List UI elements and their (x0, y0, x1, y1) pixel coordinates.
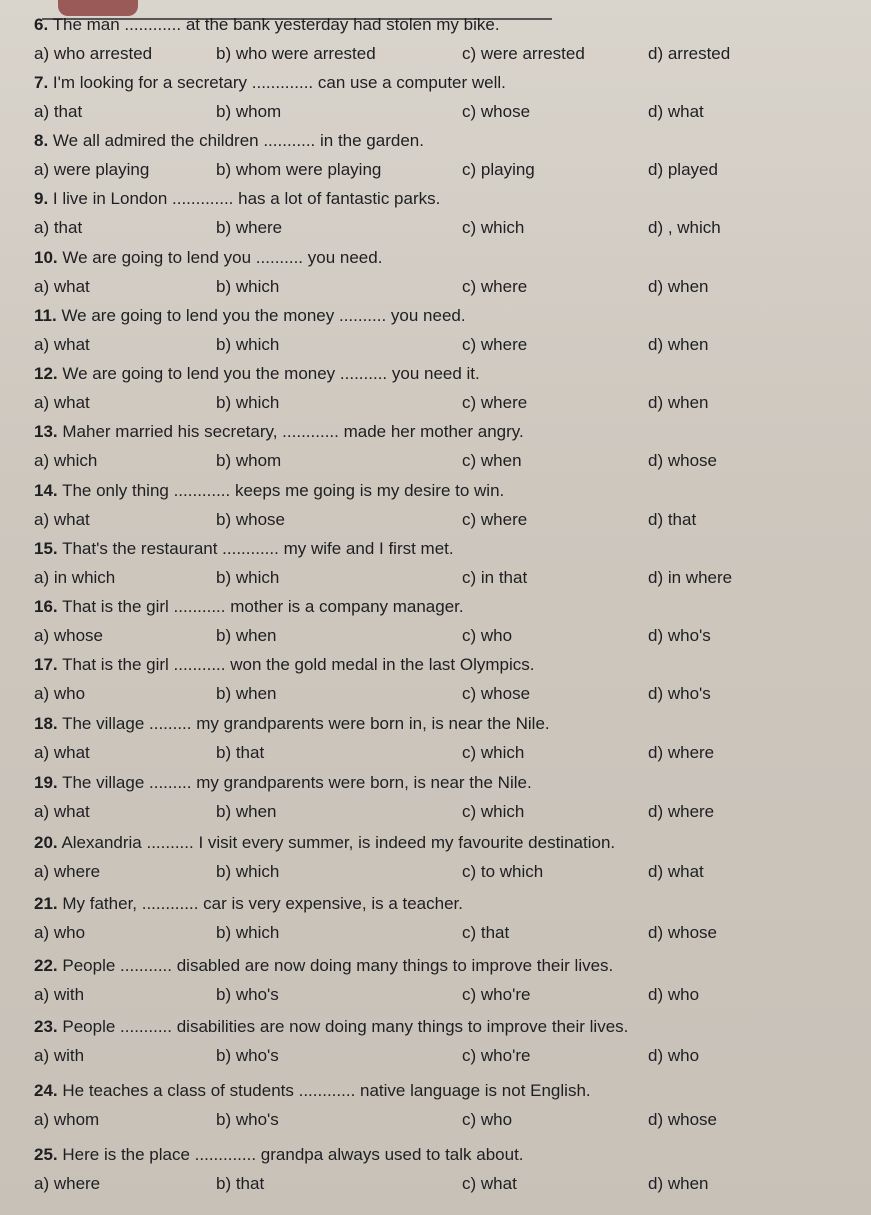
question-23 (0, 1016, 871, 1074)
option-b[interactable]: b) that (216, 1174, 265, 1193)
question-stem (34, 1016, 628, 1038)
option-c[interactable]: c) which (462, 218, 525, 237)
option-c[interactable]: c) to which (462, 862, 544, 881)
option-d[interactable]: d) whose (648, 1110, 717, 1129)
question-number: 24. (34, 1081, 58, 1100)
option-a[interactable]: a) who arrested (34, 44, 153, 63)
question-number: 14. (34, 481, 58, 500)
question-number: 20. (34, 833, 58, 852)
question-25 (0, 1144, 871, 1202)
option-c[interactable]: c) where (462, 510, 528, 529)
question-12 (0, 363, 871, 421)
option-c[interactable]: c) where (462, 277, 528, 296)
option-a[interactable]: a) that (34, 218, 83, 237)
option-b[interactable]: b) which (216, 862, 280, 881)
option-d[interactable]: d) whose (648, 451, 717, 470)
option-a[interactable]: a) whom (34, 1110, 100, 1129)
option-b[interactable]: b) who's (216, 1110, 279, 1129)
question-22 (0, 955, 871, 1013)
question-number: 6. (34, 15, 49, 34)
question-text: That's the restaurant ............ my wife and I first met. (62, 539, 454, 558)
question-21 (0, 893, 871, 951)
option-d[interactable]: d) where (648, 802, 715, 821)
question-number: 23. (34, 1017, 58, 1036)
question-24 (0, 1080, 871, 1138)
option-a[interactable]: a) that (34, 102, 83, 121)
option-b[interactable]: b) where (216, 218, 283, 237)
question-text: I'm looking for a secretary ............. can use a computer well. (52, 73, 506, 92)
option-a[interactable]: a) were playing (34, 160, 150, 179)
option-c[interactable]: c) when (462, 451, 522, 470)
question-13 (0, 421, 871, 479)
option-c[interactable]: c) who (462, 1110, 513, 1129)
question-stem (34, 713, 550, 735)
question-number: 18. (34, 714, 58, 733)
question-6 (0, 14, 871, 72)
option-b[interactable]: b) who's (216, 985, 279, 1004)
option-c[interactable]: c) where (462, 335, 528, 354)
option-c[interactable]: c) were arrested (462, 44, 585, 63)
question-text: He teaches a class of students ............ native language is not English. (62, 1081, 591, 1100)
option-d[interactable]: d) arrested (648, 44, 731, 63)
question-text: That is the girl ........... won the gold medal in the last Olympics. (62, 655, 535, 674)
question-number: 9. (34, 189, 49, 208)
question-text: We are going to lend you the money .......... you need. (61, 306, 466, 325)
question-number: 10. (34, 248, 58, 267)
option-d[interactable]: d) played (648, 160, 718, 179)
option-a[interactable]: a) in which (34, 568, 116, 587)
question-stem (34, 421, 524, 443)
question-14 (0, 480, 871, 538)
option-c[interactable]: c) who (462, 626, 513, 645)
question-text: My father, ............ car is very expensive, is a teacher. (62, 894, 463, 913)
question-stem (34, 480, 504, 502)
question-text: The man ............ at the bank yesterday had stolen my bike. (52, 15, 500, 34)
question-number: 11. (34, 306, 57, 325)
option-a[interactable]: a) what (34, 743, 90, 762)
question-stem (34, 363, 480, 385)
question-9 (0, 188, 871, 246)
option-c[interactable]: c) that (462, 923, 510, 942)
option-d[interactable]: d) in where (648, 568, 733, 587)
question-stem (34, 955, 613, 977)
question-15 (0, 538, 871, 596)
question-10 (0, 247, 871, 305)
option-b[interactable]: b) whose (216, 510, 285, 529)
question-11 (0, 305, 871, 363)
option-c[interactable]: c) who're (462, 1046, 531, 1065)
question-text: We are going to lend you the money .......... you need it. (62, 364, 480, 383)
question-number: 19. (34, 773, 58, 792)
question-text: We all admired the children ........... in the garden. (52, 131, 424, 150)
question-text: That is the girl ........... mother is a company manager. (62, 597, 464, 616)
option-b[interactable]: b) which (216, 277, 280, 296)
question-number: 15. (34, 539, 58, 558)
option-b[interactable]: b) which (216, 923, 280, 942)
question-stem (34, 596, 464, 618)
option-c[interactable]: c) what (462, 1174, 517, 1193)
question-8 (0, 130, 871, 188)
option-b[interactable]: b) when (216, 684, 277, 703)
question-stem (34, 832, 615, 854)
option-b[interactable]: b) whom were playing (216, 160, 382, 179)
option-d[interactable]: d) when (648, 393, 709, 412)
question-19 (0, 772, 871, 830)
option-c[interactable]: c) whose (462, 102, 531, 121)
question-7 (0, 72, 871, 130)
question-number: 22. (34, 956, 58, 975)
option-c[interactable]: c) where (462, 393, 528, 412)
option-a[interactable]: a) where (34, 862, 101, 881)
question-stem (34, 772, 532, 794)
question-18 (0, 713, 871, 771)
question-stem (34, 72, 506, 94)
option-c[interactable]: c) whose (462, 684, 531, 703)
question-number: 25. (34, 1145, 58, 1164)
option-b[interactable]: b) who were arrested (216, 44, 376, 63)
question-17 (0, 654, 871, 712)
option-d[interactable]: d) when (648, 1174, 709, 1193)
option-d[interactable]: d) where (648, 743, 715, 762)
option-d[interactable]: d) when (648, 277, 709, 296)
question-number: 17. (34, 655, 58, 674)
option-d[interactable]: d) whose (648, 923, 717, 942)
option-b[interactable]: b) when (216, 802, 277, 821)
question-number: 7. (34, 73, 49, 92)
option-d[interactable]: d) that (648, 510, 697, 529)
question-20 (0, 832, 871, 890)
option-b[interactable]: b) which (216, 335, 280, 354)
option-d[interactable]: d) what (648, 102, 704, 121)
option-d[interactable]: d) who's (648, 684, 711, 703)
option-a[interactable]: a) with (34, 1046, 85, 1065)
option-a[interactable]: a) what (34, 510, 90, 529)
option-a[interactable]: a) what (34, 802, 90, 821)
option-b[interactable]: b) whom (216, 451, 282, 470)
question-text: The village ......... my grandparents were born in, is near the Nile. (62, 714, 550, 733)
question-number: 21. (34, 894, 58, 913)
question-number: 16. (34, 597, 58, 616)
option-c[interactable]: c) playing (462, 160, 535, 179)
question-stem (34, 1080, 591, 1102)
question-text: Here is the place ............. grandpa always used to talk about. (62, 1145, 524, 1164)
question-text: The only thing ............ keeps me going is my desire to win. (62, 481, 505, 500)
option-d[interactable]: d) what (648, 862, 704, 881)
question-stem (34, 188, 440, 210)
question-text: People ........... disabled are now doing many things to improve their lives. (62, 956, 614, 975)
question-stem (34, 538, 454, 560)
option-a[interactable]: a) what (34, 335, 90, 354)
option-d[interactable]: d) who (648, 1046, 700, 1065)
question-text: People ........... disabilities are now doing many things to improve their lives. (62, 1017, 629, 1036)
option-a[interactable]: a) what (34, 393, 90, 412)
option-c[interactable]: c) which (462, 802, 525, 821)
option-d[interactable]: d) who's (648, 626, 711, 645)
option-b[interactable]: b) which (216, 568, 280, 587)
option-a[interactable]: a) where (34, 1174, 101, 1193)
question-stem (34, 14, 500, 36)
option-b[interactable]: b) whom (216, 102, 282, 121)
question-number: 8. (34, 131, 49, 150)
question-text: Maher married his secretary, ............ made her mother angry. (62, 422, 524, 441)
question-text: The village ......... my grandparents were born, is near the Nile. (62, 773, 532, 792)
option-a[interactable]: a) who (34, 923, 86, 942)
option-b[interactable]: b) that (216, 743, 265, 762)
option-b[interactable]: b) who's (216, 1046, 279, 1065)
option-b[interactable]: b) when (216, 626, 277, 645)
option-d[interactable]: d) when (648, 335, 709, 354)
option-c[interactable]: c) in that (462, 568, 528, 587)
option-a[interactable]: a) which (34, 451, 98, 470)
question-number: 13. (34, 422, 58, 441)
option-a[interactable]: a) what (34, 277, 90, 296)
question-16 (0, 596, 871, 654)
option-a[interactable]: a) whose (34, 626, 103, 645)
option-c[interactable]: c) who're (462, 985, 531, 1004)
option-a[interactable]: a) who (34, 684, 86, 703)
option-a[interactable]: a) with (34, 985, 85, 1004)
option-d[interactable]: d) , which (648, 218, 721, 237)
question-stem (34, 305, 466, 327)
question-stem (34, 1144, 524, 1166)
option-b[interactable]: b) which (216, 393, 280, 412)
question-text: Alexandria .......... I visit every summer, is indeed my favourite destination. (61, 833, 616, 852)
question-text: We are going to lend you .......... you need. (62, 248, 383, 267)
question-stem (34, 247, 382, 269)
option-d[interactable]: d) who (648, 985, 700, 1004)
question-stem (34, 893, 463, 915)
question-stem (34, 654, 535, 676)
question-stem (34, 130, 424, 152)
option-c[interactable]: c) which (462, 743, 525, 762)
question-text: I live in London ............. has a lot of fantastic parks. (52, 189, 441, 208)
question-number: 12. (34, 364, 58, 383)
